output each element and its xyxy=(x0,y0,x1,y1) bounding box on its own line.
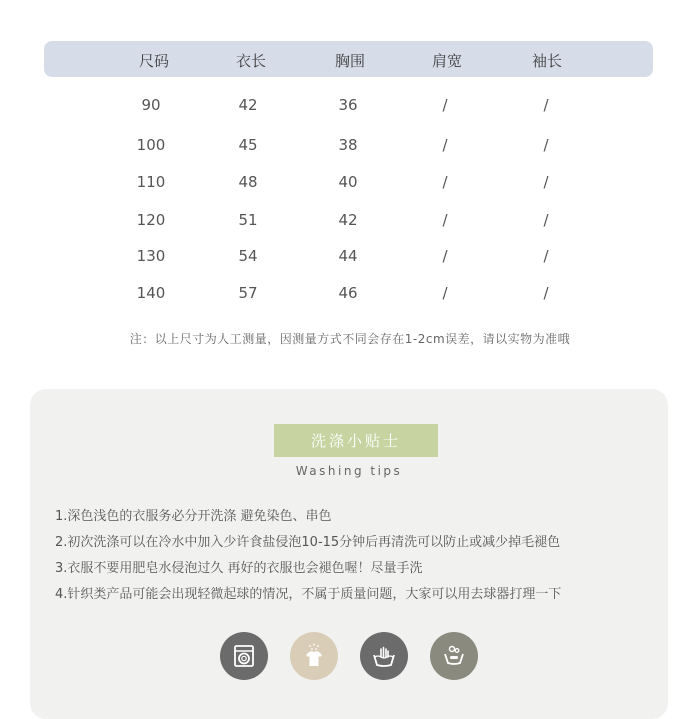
table-cell: 140 xyxy=(136,284,166,302)
table-row xyxy=(44,136,653,158)
table-cell: 36 xyxy=(338,96,358,114)
washing-tips-card xyxy=(30,389,668,719)
header-length: 衣长 xyxy=(235,52,266,70)
table-cell: / xyxy=(442,284,448,302)
header-chest: 胸围 xyxy=(334,52,365,70)
tip-item: 3.衣服不要用肥皂水侵泡过久 再好的衣服也会褪色喔！尽量手洗 xyxy=(55,561,423,576)
tip-item: 2.初次洗涤可以在冷水中加入少许食盐侵泡10-15分钟后再清洗可以防止或减少掉毛褪色 xyxy=(55,535,561,550)
table-cell: / xyxy=(442,247,448,265)
table-cell: / xyxy=(543,136,549,154)
table-cell: / xyxy=(442,96,448,114)
header-shoulder: 肩宽 xyxy=(431,52,462,70)
header-sleeve: 袖长 xyxy=(531,52,562,70)
table-cell: 110 xyxy=(136,173,166,191)
table-cell: 54 xyxy=(238,247,258,265)
measurement-note: 注：以上尺寸为人工测量，因测量方式不同会存在1-2cm误差，请以实物为准哦 xyxy=(129,332,571,346)
washing-tips-list xyxy=(55,504,655,608)
table-cell: 51 xyxy=(238,211,258,229)
table-header xyxy=(44,41,653,77)
washing-title: 洗涤小贴士 xyxy=(274,424,438,457)
table-row xyxy=(44,211,653,233)
table-cell: / xyxy=(543,247,549,265)
table-cell: 44 xyxy=(338,247,358,265)
tip-item: 1.深色浅色的衣服务必分开洗涤 避免染色、串色 xyxy=(55,509,332,524)
table-row xyxy=(44,96,653,118)
size-table xyxy=(44,41,653,302)
table-cell: 120 xyxy=(136,211,166,229)
table-cell: / xyxy=(442,211,448,229)
table-cell: 45 xyxy=(238,136,258,154)
table-cell: / xyxy=(442,136,448,154)
tip-item: 4.针织类产品可能会出现轻微起球的情况，不属于质量问题，大家可以用去球器打理一下 xyxy=(55,587,562,602)
hand-wash-icon xyxy=(360,632,408,680)
table-row xyxy=(44,173,653,195)
table-cell: 40 xyxy=(338,173,358,191)
table-cell: 57 xyxy=(238,284,258,302)
table-cell: 42 xyxy=(238,96,258,114)
table-row xyxy=(44,284,653,306)
header-size: 尺码 xyxy=(138,52,169,70)
washing-subtitle: Washing tips xyxy=(295,464,403,478)
shirt-icon xyxy=(290,632,338,680)
table-cell: 46 xyxy=(338,284,358,302)
care-icons xyxy=(220,632,480,682)
table-cell: / xyxy=(543,96,549,114)
table-cell: 130 xyxy=(136,247,166,265)
table-cell: 38 xyxy=(338,136,358,154)
table-cell: / xyxy=(442,173,448,191)
table-cell: 42 xyxy=(338,211,358,229)
table-cell: / xyxy=(543,284,549,302)
table-cell: / xyxy=(543,173,549,191)
table-cell: 48 xyxy=(238,173,258,191)
washing-machine-icon xyxy=(220,632,268,680)
table-cell: / xyxy=(543,211,549,229)
table-row xyxy=(44,247,653,269)
no-bleach-icon xyxy=(430,632,478,680)
table-cell: 90 xyxy=(141,96,161,114)
table-cell: 100 xyxy=(136,136,166,154)
